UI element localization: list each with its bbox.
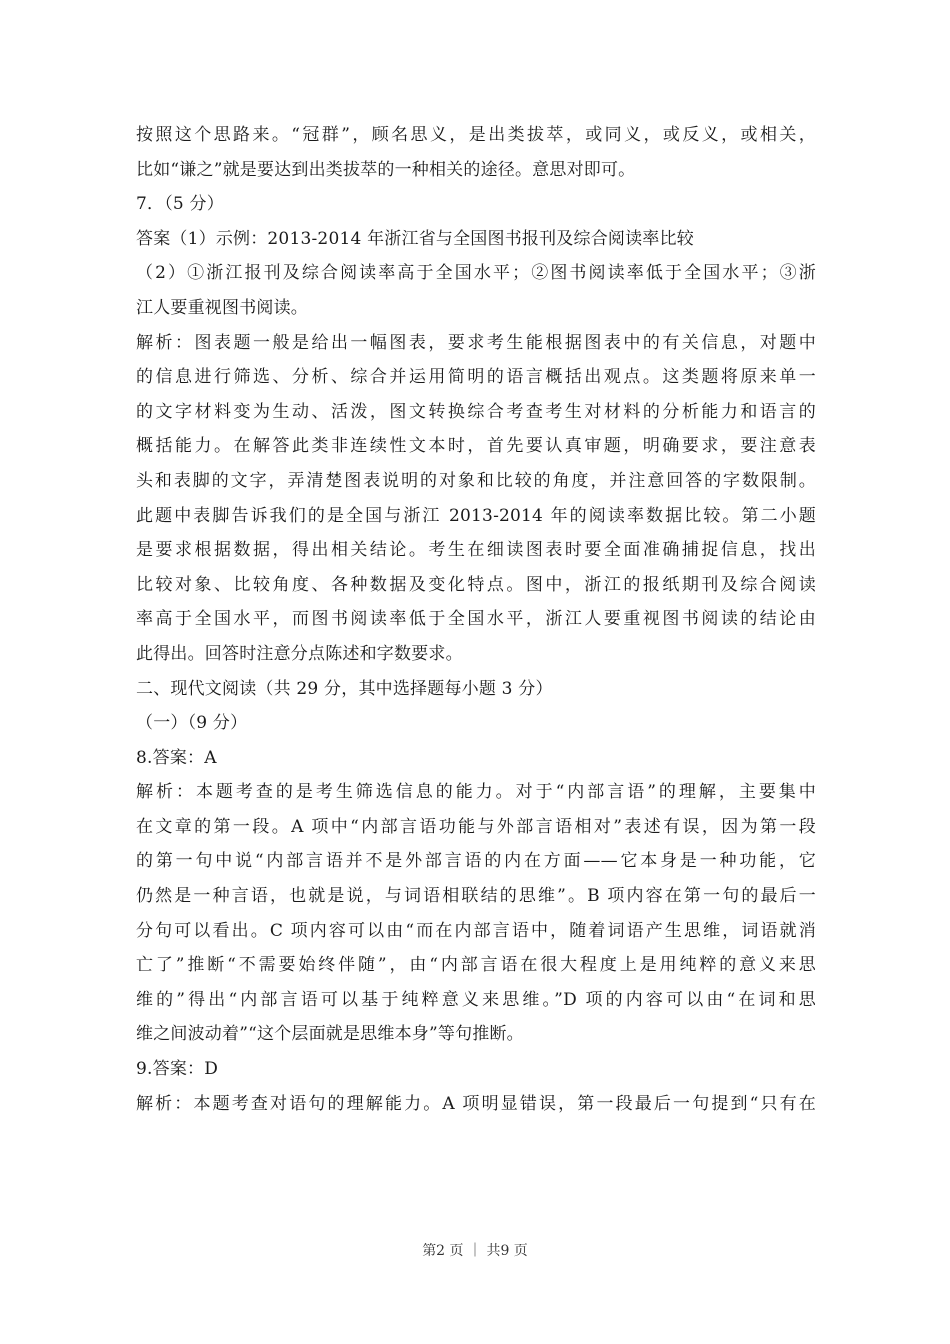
text-line: 维之间波动着”“这个层面就是思维本身”等句推断。 <box>136 1024 524 1045</box>
text-line: 头和表脚的文字，弄清楚图表说明的对象和比较的角度，并注意回答的字数限制。 <box>136 470 816 491</box>
text-line: 解析：本题考查的是考生筛选信息的能力。对于“内部言语”的理解，主要集中 <box>136 782 816 803</box>
text-line: 江人要重视图书阅读。 <box>136 297 308 318</box>
text-line: （一）（9 分） <box>136 713 248 734</box>
text-line: （2）①浙江报刊及综合阅读率高于全国水平；②图书阅读率低于全国水平；③浙 <box>136 263 816 284</box>
text-line: 分句可以看出。C 项内容可以由“而在内部言语中，随着词语产生思维，词语就消 <box>136 920 816 941</box>
text-line: 的第一句中说“内部言语并不是外部言语的内在方面——它本身是一种功能，它 <box>136 851 816 872</box>
text-line: 二、现代文阅读（共 29 分，其中选择题每小题 3 分） <box>136 678 553 699</box>
text-line: 解析：图表题一般是给出一幅图表，要求考生能根据图表中的有关信息，对题中 <box>136 332 816 353</box>
text-line: 8.答案：A <box>136 747 217 768</box>
text-line: 的文字材料变为生动、活泼，图文转换综合考查考生对材料的分析能力和语言的 <box>136 401 816 422</box>
text-line: 率高于全国水平，而图书阅读率低于全国水平，浙江人要重视图书阅读的结论由 <box>136 609 816 630</box>
text-line: 9.答案：D <box>136 1059 219 1080</box>
text-line: 概括能力。在解答此类非连续性文本时，首先要认真审题，明确要求，要注意表 <box>136 436 816 457</box>
text-line: 维的”得出“内部言语可以基于纯粹意义来思维。”D 项的内容可以由“在词和思 <box>136 989 816 1010</box>
text-line: 的信息进行筛选、分析、综合并运用简明的语言概括出观点。这类题将原来单一 <box>136 367 816 388</box>
text-line: 比较对象、比较角度、各种数据及变化特点。图中，浙江的报纸期刊及综合阅读 <box>136 574 816 595</box>
text-line: 此题中表脚告诉我们的是全国与浙江 2013-2014 年的阅读率数据比较。第二小题 <box>136 505 816 526</box>
document-body <box>136 118 816 1121</box>
text-line: 答案（1）示例：2013-2014 年浙江省与全国图书报刊及综合阅读率比较 <box>136 228 694 249</box>
text-line: 在文章的第一段。A 项中“内部言语功能与外部言语相对”表述有误，因为第一段 <box>136 816 816 837</box>
text-line: 7．（5 分） <box>136 194 224 215</box>
text-line: 仍然是一种言语，也就是说，与词语相联结的思维”。B 项内容在第一句的最后一 <box>136 886 816 907</box>
text-line: 比如“谦之”就是要达到出类拔萃的一种相关的途径。意思对即可。 <box>136 159 636 180</box>
page-footer: 第2 页 ｜ 共9 页 <box>422 1243 528 1259</box>
text-line: 是要求根据数据，得出相关结论。考生在细读图表时要全面准确捕捉信息，找出 <box>136 540 816 561</box>
text-line: 解析：本题考查对语句的理解能力。A 项明显错误，第一段最后一句提到“只有在 <box>136 1093 816 1114</box>
text-line: 亡了”推断“不需要始终伴随”，由“内部言语在很大程度上是用纯粹的意义来思 <box>136 955 816 976</box>
text-line: 按照这个思路来。“冠群”，顾名思义，是出类拔萃，或同义，或反义，或相关， <box>136 125 816 145</box>
text-line: 此得出。回答时注意分点陈述和字数要求。 <box>136 643 463 664</box>
